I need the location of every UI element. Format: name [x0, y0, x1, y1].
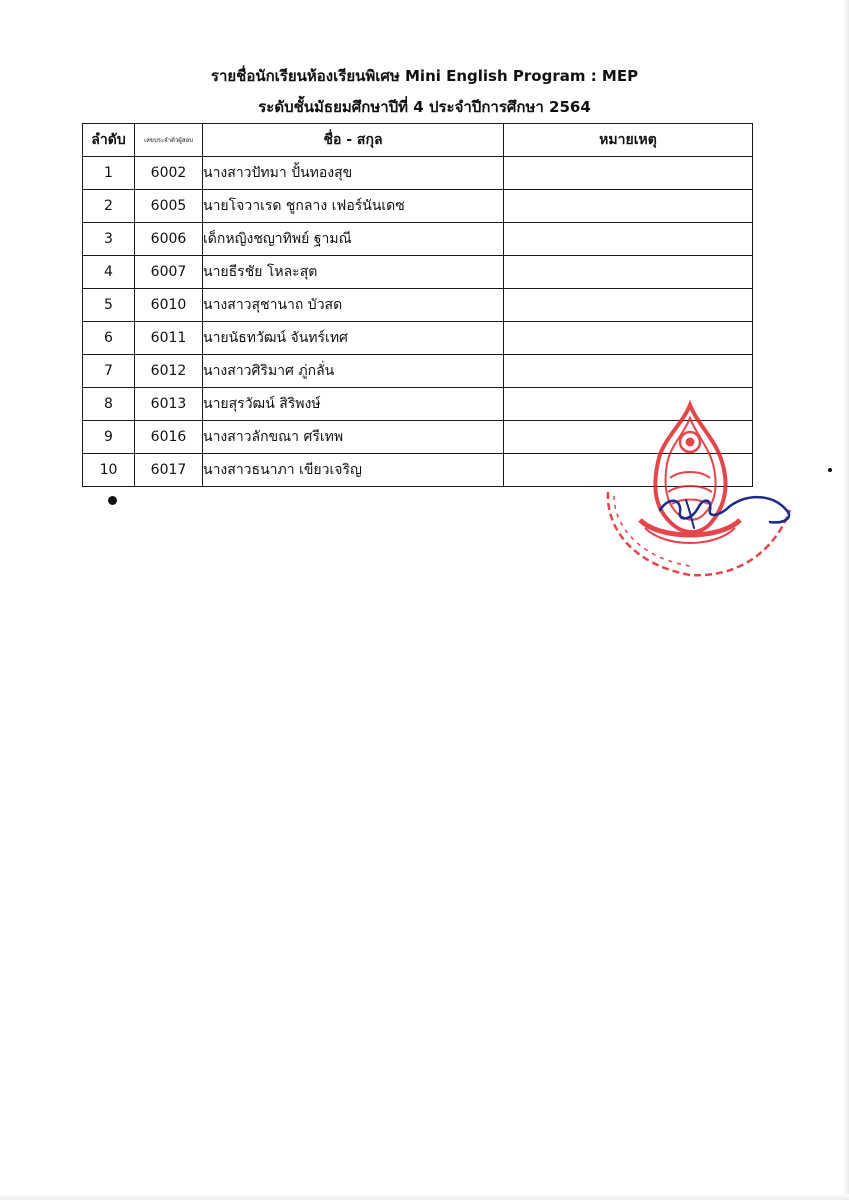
row-exam-id: 6007	[135, 256, 203, 289]
row-exam-id: 6005	[135, 190, 203, 223]
row-order: 1	[83, 157, 135, 190]
row-name: นางสาวธนาภา เขียวเจริญ	[203, 454, 504, 487]
row-remark	[504, 256, 753, 289]
row-name: นางสาวศิริมาศ ภู่กลั่น	[203, 355, 504, 388]
row-name: นางสาวปัทมา ปั้นทองสุข	[203, 157, 504, 190]
school-seal-icon	[600, 400, 800, 590]
row-name: นายนัธทวัฒน์ จันทร์เทศ	[203, 322, 504, 355]
row-exam-id: 6016	[135, 421, 203, 454]
table-row	[83, 289, 753, 322]
row-order: 4	[83, 256, 135, 289]
page-edge-shadow	[843, 0, 849, 1200]
table-row	[83, 355, 753, 388]
row-remark	[504, 289, 753, 322]
row-exam-id: 6011	[135, 322, 203, 355]
row-name: นางสาวลักขณา ศรีเทพ	[203, 421, 504, 454]
row-exam-id: 6012	[135, 355, 203, 388]
row-name: นายโจวาเรด ชูกลาง เฟอร์นันเดซ	[203, 190, 504, 223]
table-row	[83, 223, 753, 256]
document-title: รายชื่อนักเรียนห้องเรียนพิเศษ Mini English Program : MEP	[210, 67, 639, 85]
row-name: นางสาวสุชานาถ บัวสด	[203, 289, 504, 322]
school-seal-graphic	[600, 400, 800, 590]
row-name: เด็กหญิงชญาทิพย์ ฐามณี	[203, 223, 504, 256]
row-order: 7	[83, 355, 135, 388]
ink-speck-mark	[828, 468, 832, 472]
row-remark	[504, 355, 753, 388]
table-row	[83, 157, 753, 190]
row-remark	[504, 157, 753, 190]
header-remark: หมายเหตุ	[504, 124, 753, 157]
row-order: 3	[83, 223, 135, 256]
row-remark	[504, 322, 753, 355]
row-order: 10	[83, 454, 135, 487]
table-row	[83, 322, 753, 355]
row-exam-id: 6006	[135, 223, 203, 256]
row-remark	[504, 223, 753, 256]
row-order: 6	[83, 322, 135, 355]
ink-dot-mark	[108, 496, 117, 505]
row-order: 9	[83, 421, 135, 454]
row-exam-id: 6013	[135, 388, 203, 421]
row-remark	[504, 190, 753, 223]
table-header-row	[83, 124, 753, 157]
table-row	[83, 190, 753, 223]
document-subtitle: ระดับชั้นมัธยมศึกษาปีที่ 4 ประจำปีการศึกษา 2564	[258, 98, 591, 116]
row-order: 8	[83, 388, 135, 421]
row-exam-id: 6010	[135, 289, 203, 322]
row-exam-id: 6017	[135, 454, 203, 487]
row-order: 5	[83, 289, 135, 322]
row-exam-id: 6002	[135, 157, 203, 190]
table-row	[83, 256, 753, 289]
row-name: นายสุรวัฒน์ สิริพงษ์	[203, 388, 504, 421]
row-name: นายธีรชัย โหละสุต	[203, 256, 504, 289]
row-order: 2	[83, 190, 135, 223]
header-name: ชื่อ - สกุล	[203, 124, 504, 157]
header-exam-id: เลขประจำตัวผู้สอบ	[135, 124, 203, 157]
header-order: ลำดับ	[83, 124, 135, 157]
page-edge-shadow-bottom	[0, 1194, 849, 1200]
